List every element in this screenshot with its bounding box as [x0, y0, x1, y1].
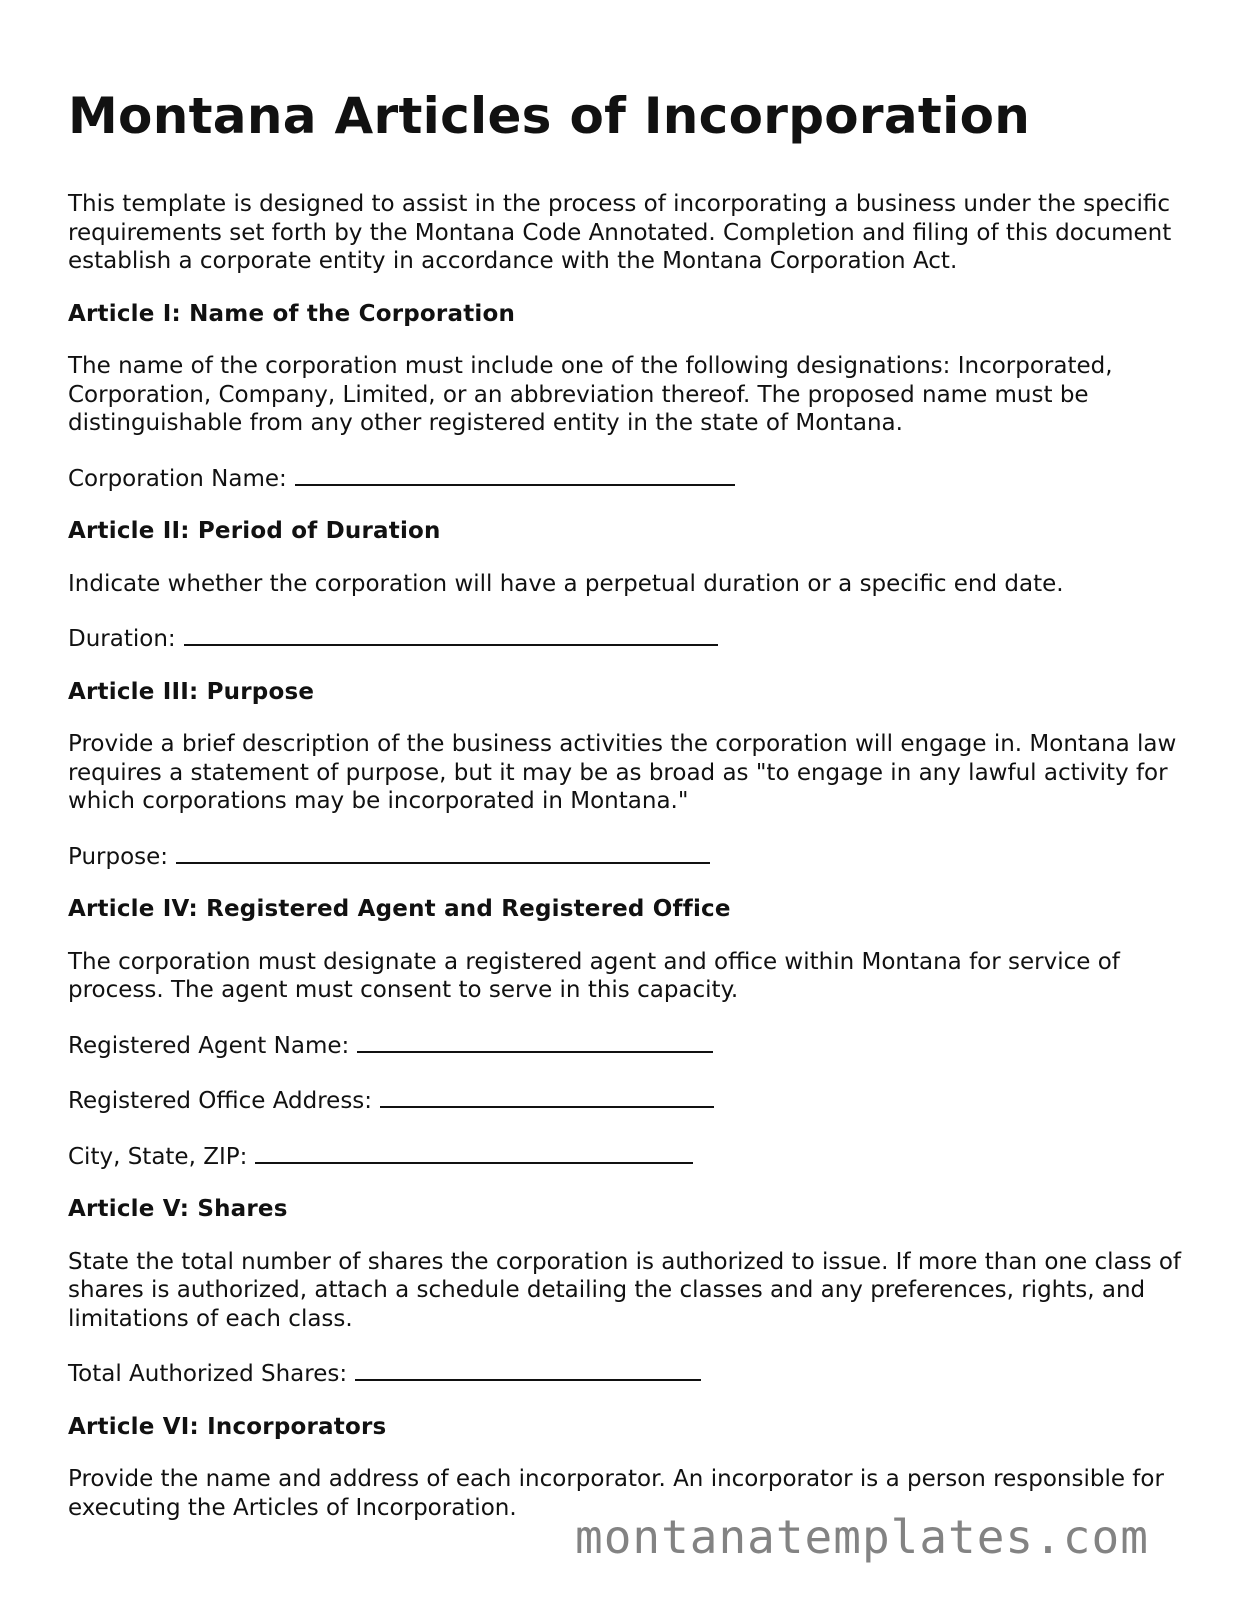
document-title: Montana Articles of Incorporation — [68, 87, 1031, 145]
duration-label: Duration: — [68, 626, 176, 652]
corporation-name-blank[interactable] — [295, 462, 735, 486]
article-6-heading: Article VI: Incorporators — [68, 1413, 387, 1440]
total-shares-field — [68, 1357, 1183, 1389]
article-1-heading: Article I: Name of the Corporation — [68, 300, 516, 327]
article-5-body: State the total number of shares the corporation is authorized to issue. If more than one class of shares is authorized, attach a schedule detailing the classes and any preferences, rights, and limitations of each class. — [68, 1248, 1182, 1332]
purpose-field — [68, 840, 1183, 872]
total-shares-blank[interactable] — [355, 1357, 701, 1381]
article-3-heading: Article III: Purpose — [68, 678, 315, 705]
purpose-blank[interactable] — [176, 840, 710, 864]
article-2-heading: Article II: Period of Duration — [68, 518, 441, 544]
article-4-heading: Article IV: Registered Agent and Registered Office — [68, 896, 731, 922]
article-6-body: Provide the name and address of each incorporator. An incorporator is a person responsible for executing the Articles of Incorporation. — [68, 1466, 1164, 1521]
city-state-zip-label: City, State, ZIP: — [68, 1143, 248, 1170]
registered-office-label: Registered Office Address: — [68, 1088, 373, 1114]
article-4-body: The corporation must designate a registered agent and office within Montana for service of process. The agent must consent to serve in this capacity. — [68, 948, 1120, 1003]
registered-agent-field — [68, 1029, 1183, 1061]
article-1-body: The name of the corporation must include one of the following designations: Incorporated, Corporation, Company, Limited, or an abbreviation thereof. The proposed name must be distinguishable from any other registered entity in the state of Montana. — [68, 353, 1113, 436]
intro-paragraph: This template is designed to assist in the process of incorporating a business under the specific requirements set forth by the Montana Code Annotated. Completion and filing of this document establish a corporate entity in accordance with the Montana Corporation Act. — [68, 191, 1172, 274]
corporation-name-field — [68, 462, 1183, 494]
registered-office-blank[interactable] — [380, 1084, 714, 1108]
article-5-heading: Article V: Shares — [68, 1196, 288, 1222]
article-2-body: Indicate whether the corporation will have a perpetual duration or a specific end date. — [68, 570, 1064, 597]
site-watermark: montanatemplates.com — [575, 1510, 1149, 1564]
corporation-name-label: Corporation Name: — [68, 465, 287, 492]
article-3-body: Provide a brief description of the business activities the corporation will engage in. Montana law requires a statement of purpose, but it may be as broad as "to engage in any lawful activity for which corporations may be incorporated in Montana." — [68, 731, 1177, 814]
document-content — [68, 82, 1183, 1546]
registered-office-field — [68, 1084, 1183, 1116]
purpose-label: Purpose: — [68, 843, 169, 870]
duration-blank[interactable] — [184, 622, 718, 646]
total-shares-label: Total Authorized Shares: — [68, 1361, 348, 1387]
duration-field — [68, 622, 1183, 654]
city-state-zip-field — [68, 1140, 1183, 1172]
city-state-zip-blank[interactable] — [255, 1140, 693, 1164]
registered-agent-label: Registered Agent Name: — [68, 1032, 350, 1059]
registered-agent-blank[interactable] — [357, 1029, 713, 1053]
